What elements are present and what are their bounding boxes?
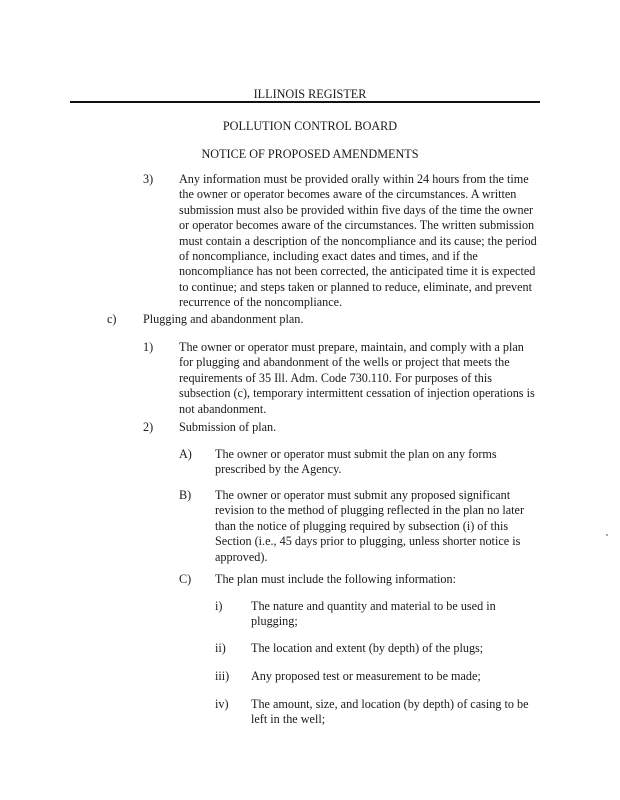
item-i-label: i) <box>215 599 223 613</box>
item-iii-text: Any proposed test or measurement to be made; <box>251 669 481 683</box>
item-c-label: c) <box>107 312 117 326</box>
notice-title: NOTICE OF PROPOSED AMENDMENTS <box>201 147 419 161</box>
item-C-label: C) <box>179 572 192 586</box>
item-iv-text: The amount, size, and location (by depth) of casing to be left in the well; <box>251 697 529 727</box>
item-ii-label: ii) <box>215 641 226 655</box>
item-A-label: A) <box>179 447 192 461</box>
scan-speck <box>606 534 608 536</box>
item-c2-text: Submission of plan. <box>179 420 277 434</box>
header-rule <box>70 101 540 103</box>
item-c1-label: 1) <box>143 340 154 354</box>
item-B-label: B) <box>179 488 192 502</box>
item-c-text: Plugging and abandonment plan. <box>143 312 304 326</box>
item-B-text: The owner or operator must submit any proposed significant revision to the method of plugging reflected in the plan no later than the notice of plugging required by subsection (i) of this Section (i.e., 45 days prior to plugging, unless shorter notice is approved). <box>215 488 525 564</box>
register-title: ILLINOIS REGISTER <box>253 87 367 101</box>
item-ii-text: The location and extent (by depth) of the plugs; <box>251 641 484 655</box>
item-c1-text: The owner or operator must prepare, maintain, and comply with a plan for plugging and abandonment of the wells or project that meets the requirements of 35 Ill. Adm. Code 730.110. For purposes of this subsection (c), temporary intermittent cessation of injection operations is not abandonment. <box>179 340 535 416</box>
item-3-text: Any information must be provided orally within 24 hours from the time the owner or operator becomes aware of the circumstances. A written submission must also be provided within five days of the time the owner or operator becomes aware of the circumstances. The written submission must contain a description of the noncompliance and its cause; the period of noncompliance, including exact dates and times, and if the noncompliance has not been corrected, the anticipated time it is expected to continue; and steps taken or planned to reduce, eliminate, and prevent recurrence of the noncompliance. <box>179 172 537 310</box>
item-iii-label: iii) <box>215 669 230 683</box>
item-A-text: The owner or operator must submit the plan on any forms prescribed by the Agency. <box>215 447 497 477</box>
item-c2-label: 2) <box>143 420 154 434</box>
item-iv-label: iv) <box>215 697 229 711</box>
item-C-text: The plan must include the following information: <box>215 572 456 586</box>
item-3-label: 3) <box>143 172 154 186</box>
item-i-text: The nature and quantity and material to be used in plugging; <box>251 599 496 629</box>
board-name: POLLUTION CONTROL BOARD <box>222 119 398 133</box>
